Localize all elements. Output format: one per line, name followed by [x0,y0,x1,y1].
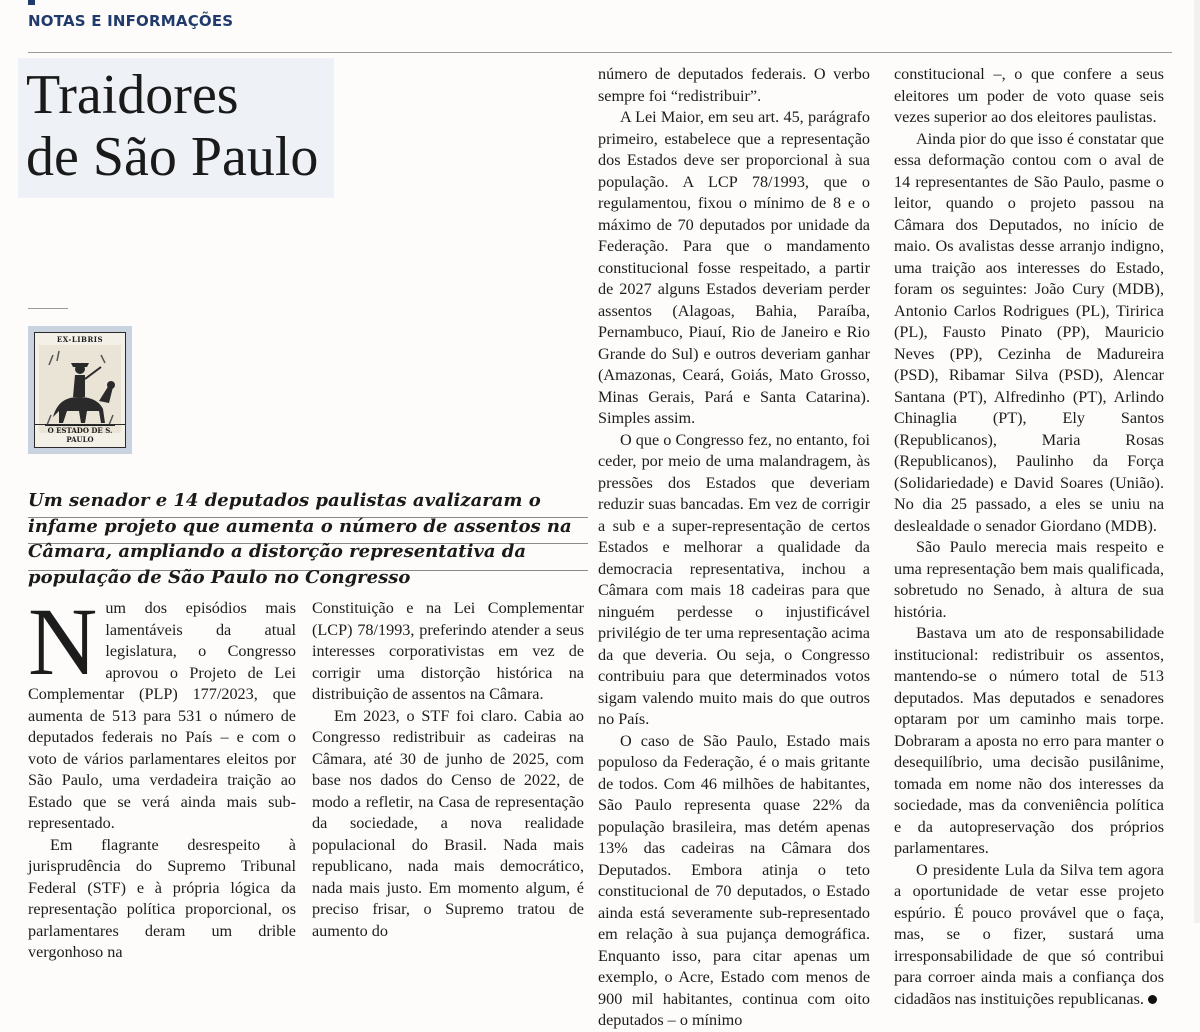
exlibris-emblem [28,326,132,454]
paragraph [894,860,1164,1011]
horseman-icon [39,345,121,433]
column-2 [312,598,584,942]
column-3 [598,64,870,1032]
paragraph: Em 2023, o STF foi claro. Cabia ao Congresso redistribuir as cadeiras na Câmara, até 30 de junho de 2025, com base nos dados do Censo de 2022, de modo a refletir, na Casa de representação da sociedade, a nova realidade populacional do Brasil. Nada mais republicano, nada mais democrático, nada mais justo. Em momento algum, é preciso frisar, o Supremo tratou de aumento do [312,706,584,940]
paragraph: O caso de São Paulo, Estado mais populoso da Federação, é o mais gritante de todos. Com 46 milhões de habitantes, São Paulo representa quase 22% da população brasileira, mas detém apenas 13% das cadeiras na Câmara dos Deputados. Embora atinja o teto constitucional de 70 deputados, o Estado ainda está severamente sub-representado em relação à sua pujança demográfica. Enquanto isso, para citar apenas um exemplo, o Acre, Estado com menos de 900 mil habitantes, continua com oito deputados – o mínimo [598,731,870,1029]
header-divider [28,52,1172,53]
paragraph: um dos episódios mais lamentáveis da atual legislatura, o Congresso aprovou o Projeto de Lei Complementar (PLP) 177/2023, que aumenta de 513 para 531 o número de deputados federais no País – e com o voto de vários parlamentares eleitos por São Paulo, uma verdadeira traição ao Estado que se verá ainda mais sub-representado. [28,599,296,832]
end-mark-icon [1148,995,1157,1004]
column-1 [28,588,296,964]
paragraph: São Paulo merecia mais respeito e uma representação bem mais qualificada, sobretudo no Senado, à altura de sua história. [894,538,1164,621]
exlibris-bottom-text: O ESTADO DE S. PAULO [35,424,125,444]
paragraph: Bastava um ato de responsabilidade institucional: redistribuir os assentos, mantendo-se o número total de 513 deputados. Mas deputados e senadores optaram por um caminho mais torpe. Dobraram a aposta no erro para manter o desequilíbrio, uma decisão pusilânime, tomada em nome não dos interesses da sociedade, mas da conveniência política e da autopreservação dos próprios parlamentares. [894,624,1164,857]
title-line-2: de São Paulo [26,126,319,188]
short-divider [28,308,68,309]
paragraph: número de deputados federais. O verbo sempre foi “redistribuir”. [598,65,870,105]
column-4 [894,64,1164,1010]
paragraph: Ainda pior do que isso é constatar que essa deformação contou com o aval de 14 representantes de São Paulo, pasme o leitor, quando o projeto passou na Câmara dos Deputados, no início de maio. Os avalistas desse arranjo indigno, uma traição aos interesses do Estado, foram os seguintes: João Cury (MDB), Antonio Carlos Rodrigues (PL), Tiririca (PL), Fausto Pinato (PP), Mauricio Neves (PP), Cezinha de Madureira (PSD), Ribamar Silva (PSD), Alencar Santana (PT), Alfredinho (PT), Arlindo Chinaglia (PT), Ely Santos (Republicanos), Maria Rosas (Republicanos), Paulinho da Força (Solidariedade) e David Soares (União). No dia 25 passado, a eles se uniu na deslealdade o senador Giordano (MDB). [894,129,1164,535]
paragraph: Constituição e na Lei Complementar (LCP) 78/1993, preferindo atender a seus interesses corporativistas em vez de corrigir uma distorção histórica na distribuição de assentos na Câmara. [312,599,584,703]
title-line-1: Traidores [26,64,239,126]
paragraph: Em flagrante desrespeito à jurisprudência do Supremo Tribunal Federal (STF) e à própria lógica da representação política proporcional, os parlamentares deram um drible vergonhoso na [28,835,296,961]
article-title [26,64,346,188]
drop-cap: N [28,588,98,695]
section-marker [28,0,35,5]
paragraph: A Lei Maior, em seu art. 45, parágrafo primeiro, estabelece que a representação dos Estados deve ser proporcional à sua população. A LCP 78/1993, que o regulamentou, fixou o mínimo de 8 e o máximo de 70 deputados por unidade da Federação. Para que o mandamento constitucional fosse respeitado, a partir de 2027 alguns Estados deveriam perder assentos (Alagoas, Bahia, Paraíba, Pernambuco, Piauí, Rio de Janeiro e Rio Grande do Sul) e outros deveriam ganhar (Amazonas, Ceará, Goiás, Mato Grosso, Minas Gerais, Pará e Santa Catarina). Simples assim. [598,108,870,427]
final-paragraph-text: O presidente Lula da Silva tem agora a oportunidade de vetar esse projeto espúrio. É pouco provável que o faça, mas, se o fizer, sustará uma irresponsabilidade de que só contribui para corroer ainda mais a confiança dos cidadãos nas instituições republicanas. [894,860,1164,1008]
article-subhead: Um senador e 14 deputados paulistas avalizaram o infame projeto que aumenta o número de assentos na Câmara, ampliando a distorção representativa da população de São Paulo no Congresso [28,490,572,588]
page-edge [1194,0,1200,923]
exlibris-top-text: EX-LIBRIS [56,335,104,344]
exlibris-frame [34,332,126,448]
paragraph: O que o Congresso fez, no entanto, foi ceder, por meio de uma malandragem, às pressões dos Estados que deveriam reduzir suas bancadas. Em vez de corrigir a sub e a super-representação de certos Estados e melhorar a qualidade da democracia representativa, inchou a Câmara com mais 18 cadeiras para que ninguém perdesse o injustificável privilégio de ter uma representação acima da que deveria. Ou seja, o Congresso contribuiu para que determinados votos sigam valendo muito mais do que outros no País. [598,430,870,728]
section-label: NOTAS E INFORMAÇÕES [28,12,234,30]
paragraph: constitucional –, o que confere a seus eleitores um poder de voto quase seis vezes superior ao dos eleitores paulistas. [894,65,1164,126]
